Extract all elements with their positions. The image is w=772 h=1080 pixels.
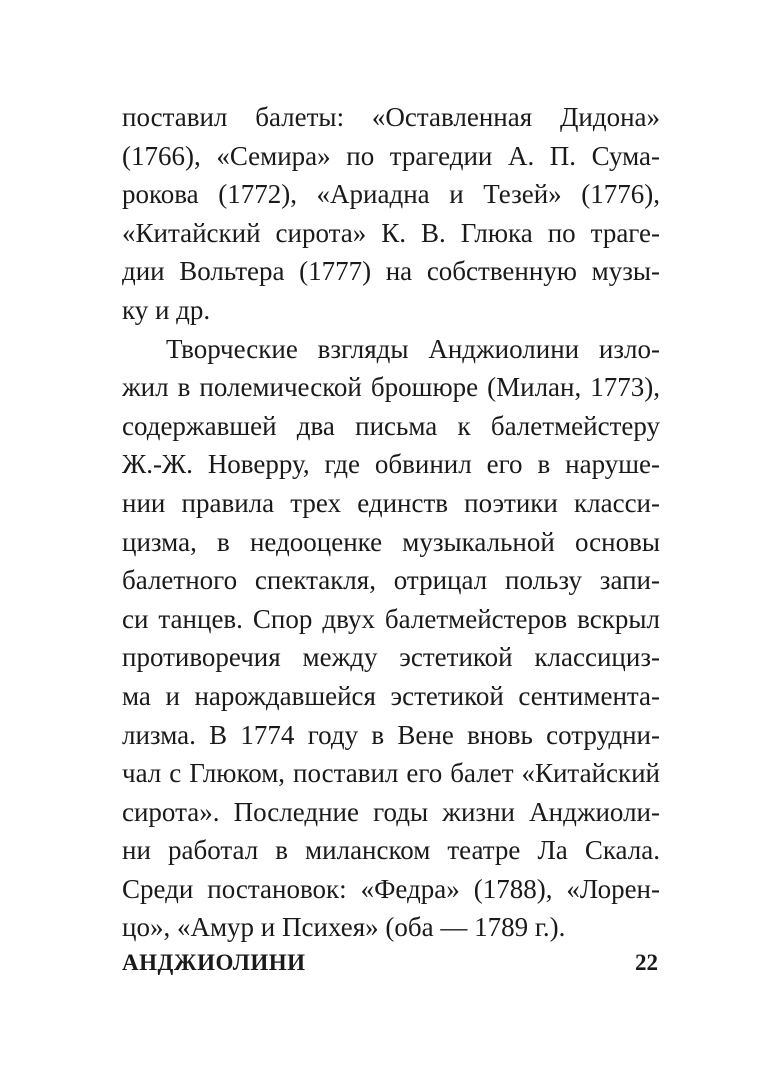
text-line: си танцев. Спор двух балетмейстеров вскрыл xyxy=(122,603,660,634)
text-line: лизма. В 1774 году в Вене вновь сотрудни- xyxy=(122,719,660,750)
text-line: дии Вольтера (1777) на собственную музы- xyxy=(122,256,660,287)
text-line: жил в полемической брошюре (Милан, 1773), xyxy=(122,372,660,403)
text-line: чал с Глюком, поставил его балет «Китайский xyxy=(122,758,660,789)
page-number: 22 xyxy=(635,950,658,975)
text-line: ни работал в миланском театре Ла Скала. xyxy=(122,835,660,866)
text-line: ма и нарождавшейся эстетикой сентимента- xyxy=(122,680,660,711)
text-line: балетного спектакля, отрицал пользу запи- xyxy=(122,565,660,596)
text-line: «Китайский сирота» К. В. Глюка по траге- xyxy=(122,217,660,248)
text-line: сирота». Последние годы жизни Анджиоли- xyxy=(122,796,660,827)
text-line: Среди постановок: «Федра» (1788), «Лорен- xyxy=(122,873,660,904)
text-line: нии правила трех единств поэтики класси- xyxy=(122,487,660,518)
body-text xyxy=(122,98,660,947)
text-line: рокова (1772), «Ариадна и Тезей» (1776), xyxy=(122,179,660,210)
text-line: (1766), «Семира» по трагедии А. П. Сума- xyxy=(122,140,660,171)
text-line: содержавшей два письма к балетмейстеру xyxy=(122,410,660,441)
text-line: противоречия между эстетикой классициз- xyxy=(122,642,660,673)
text-line: цо», «Амур и Психея» (оба — 1789 г.). xyxy=(122,912,566,943)
text-line: Ж.-Ж. Новерру, где обвинил его в наруше- xyxy=(122,449,660,480)
text-line: ку и др. xyxy=(122,294,211,325)
text-line: поставил балеты: «Оставленная Дидона» xyxy=(122,102,660,132)
paragraph-first-line: Творческие взгляды Анджиолини изло- xyxy=(166,333,660,364)
text-line: цизма, в недооценке музыкальной основы xyxy=(122,526,660,557)
running-head: АНДЖИОЛИНИ xyxy=(122,950,306,975)
